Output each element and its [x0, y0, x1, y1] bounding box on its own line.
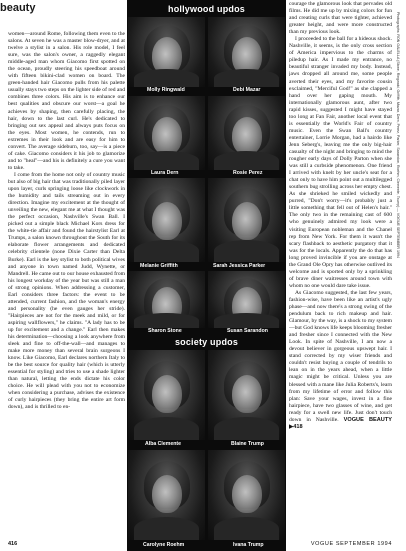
page-number: 416 — [8, 541, 18, 547]
right-paragraph: I proceeded to the ball for a hideous shock. Nashville, it seems, is the only cross section of America impervious to the charms of piledup hair. As I made my entrance, no beautiful stranger invaded my body. Instead, jaws dropped all around me, some people averted their eyes, and my favorite cousin exclaimed, "Merciful God!" as she clapped a hand over her gaping mouth. My internationally glamorous aunt, after two rapid kisses, suggested I might have stayed too long at Fan Fair, another local event that is essentially the World's Fair of country music. Even the Swan Ball's country entertainer, Lorrie Morgan, had a hairdo like Jenn Seberg's, leaving me the only big-hair casualty of the night and bringing to mind the rougher early days of Dolly Parton when she was still a curbside phenomenon. One friend I arrived with knelt by her uncle's seat for a chat only to have him point out a multilegged southern bug strolling across her empty chest. As she shrieked he smiled wickedly and purred, "Don't worry—it's probably just a little something that fell out of Helen's hair." The only two in the remaining cast of 600 who genuinely admired my look were a visiting European nobleman and the Chanel rep from New York. For them it wasn't the scary flashback to aesthetic purgatory that it was for the locals. Apparently the do that has long proved invincible if you are onstage at the Grand Ole Opry has otherwise outlived its welcome and is sported only by a sprinkling of brave diner waitresses around town with whom no one would dare take issue. — [289, 36, 392, 289]
photo-susan-sarandon — [208, 271, 285, 328]
left-paragraph: I come from the home not only of country music but also of big hair that was traditionally piled layer upon layer, curls springing loose like clockwork in the humidity and tails streaming out in every direction. Imagine my excitement at the thought of unveiling the new, elegant me at what I thought was the perfect occasion, Nashville's Swan Ball. I picked out a simple black Michael Kors dress for the white-tie affair and found the hairstylist Earl at Trumps, a salon known throughout the South for its elaborate flower arrangements and dedicated celebrity clientele (none Dixie Carter than Delta Burke). Earl is the key stylist to both political wives and anyone in town named Judd, Wynette, or Mandrell. He came out to our house exhausted from his longest workday of the year but was still a man of strong opinions. When addressing a customer, Earl considers three factors: the event to be attended, current fashion, and the woman's energy and personality (he even gauges her stride). "Hairpieces are not for the meek and mild, or for aspiring wallflowers," he claims. "A lady has to be up for excitement and a change." Earl then makes his determination—choosing a look anywhere from sleek and fine to off-the-wall—and manages to make more money than several brain surgeons I know. Like Giacomo, Earl declares northern Italy to be the best source for quality hair (which is utterly essential for styling) and tries to use a shade lighter than natural, letting the ends dictate his color choice. He will plead with you not to economize when considering a purchase, advises the existence of curly hairpieces (they bring the entire art form down), and is thrilled to en- — [8, 171, 125, 411]
caption-sarah-jessica-parker: Sarah Jessica Parker — [213, 263, 266, 269]
caption-sharon-stone: Sharon Stone — [148, 328, 182, 334]
photo-credits — [393, 12, 402, 532]
photo-alba-clemente — [128, 350, 205, 440]
caption-melanie-griffith: Melanie Griffith — [140, 263, 178, 269]
hollywood-updos-heading: hollywood updos — [168, 4, 245, 14]
photo-molly-ringwald — [128, 17, 205, 87]
society-updos-heading: society updos — [174, 337, 239, 347]
continued-marker: VOGUE BEAUTY ▶418 — [289, 416, 392, 430]
caption-laura-dern: Laura Dern — [151, 170, 179, 176]
photo-ivana-trump — [208, 450, 285, 540]
right-text-column — [289, 1, 392, 531]
caption-rosie-perez: Rosie Perez — [233, 170, 263, 176]
issue-folio: VOGUE SEPTEMBER 1994 — [310, 541, 392, 547]
caption-molly-ringwald: Molly Ringwald — [147, 87, 185, 93]
right-paragraph — [289, 290, 392, 431]
left-text-column — [8, 31, 125, 531]
photo-credits-text: Photographs: RON GALELLA (Stone, Ringwald, Griffith, Mazar, Dern, Perez, Parker, Sarandon, Roehm, Clemente, Trump) — VOGUE SEPTEMBER 1994 — [396, 12, 400, 259]
photo-carolyne-roehm — [128, 450, 205, 540]
photo-melanie-griffith — [128, 178, 205, 262]
photo-sharon-stone — [128, 271, 205, 328]
caption-ivana-trump: Ivana Trump — [233, 542, 264, 548]
photo-sarah-jessica-parker — [208, 178, 285, 262]
photo-debi-mazar — [208, 17, 285, 87]
photo-blaine-trump — [208, 350, 285, 440]
section-tag: beauty — [0, 2, 36, 14]
photo-laura-dern — [128, 96, 205, 170]
caption-susan-sarandon: Susan Sarandon — [227, 328, 268, 334]
caption-blaine-trump: Blaine Trump — [231, 441, 264, 447]
right-paragraph: courage the glamorous look that pervades old films. He did me up by mixing colors for fun and creating curls that were tighter, achieved greater height, and were more constructed than my previous look. — [289, 1, 392, 36]
caption-debi-mazar: Debi Mazar — [233, 87, 261, 93]
left-paragraph: women—around Rome, following them even to the salons. At seven he was a master blow-dryer, and at twelve a stylist in a salon. His role model, I feel sure, was the salon's owner, a raggedly elegant middle-aged man whom Giacomo first spotted on the ocean, proudly steering his speedboat around with fifteen bikini-clad women on board. The green-handed hair Giacomo pulls from his palette usually stays two steps on the lighter side of red and combines three colors. His aim is to enhance our best qualities and obscure our worst—a goal he achieves by shaping, then carefully placing, the hair, down to the last curl. He's dedicated to bringing out sex appeal and always puts focus on the eyes. Most women, he contends, run to extremes in their look and are easy for him to convert. The average sideburn, too, say—is a piece of cake. Giacomo considers it his job to glamorize and to "heal"—and his is definitely a cure you want to take. — [8, 31, 125, 171]
caption-alba-clemente: Alba Clemente — [145, 441, 182, 447]
photo-rosie-perez — [208, 96, 285, 170]
caption-carolyne-roehm: Carolyne Roehm — [143, 542, 185, 548]
photo-strip — [127, 0, 286, 551]
right-paragraph-text: As Giacomo suggested, the last few years, fashion-wise, have been like an artist's ugly phase—and now there's a strong swing of the pendulum back to rich makeup and hair. Glamour, by the way, is a shock to my system—but God knows life keeps blooming fresher and fresher since I connected with the New Look. In spite of Nashville, I am now a devout believer in gorgeous upswept hair. I stand corrected by my wiser friends and couldn't resist buying a couple of tendrils to lean on in the years ahead, when a little magic might be critical. Unless you are blessed with a mane like Julia Roberts's, learn from my lifetime of error and follow this plan: Save your wages, invest in a fine hairpiece, have two glasses of wine, and get ready for a swell new life. Just don't touch down in Nashville. — [289, 289, 392, 423]
